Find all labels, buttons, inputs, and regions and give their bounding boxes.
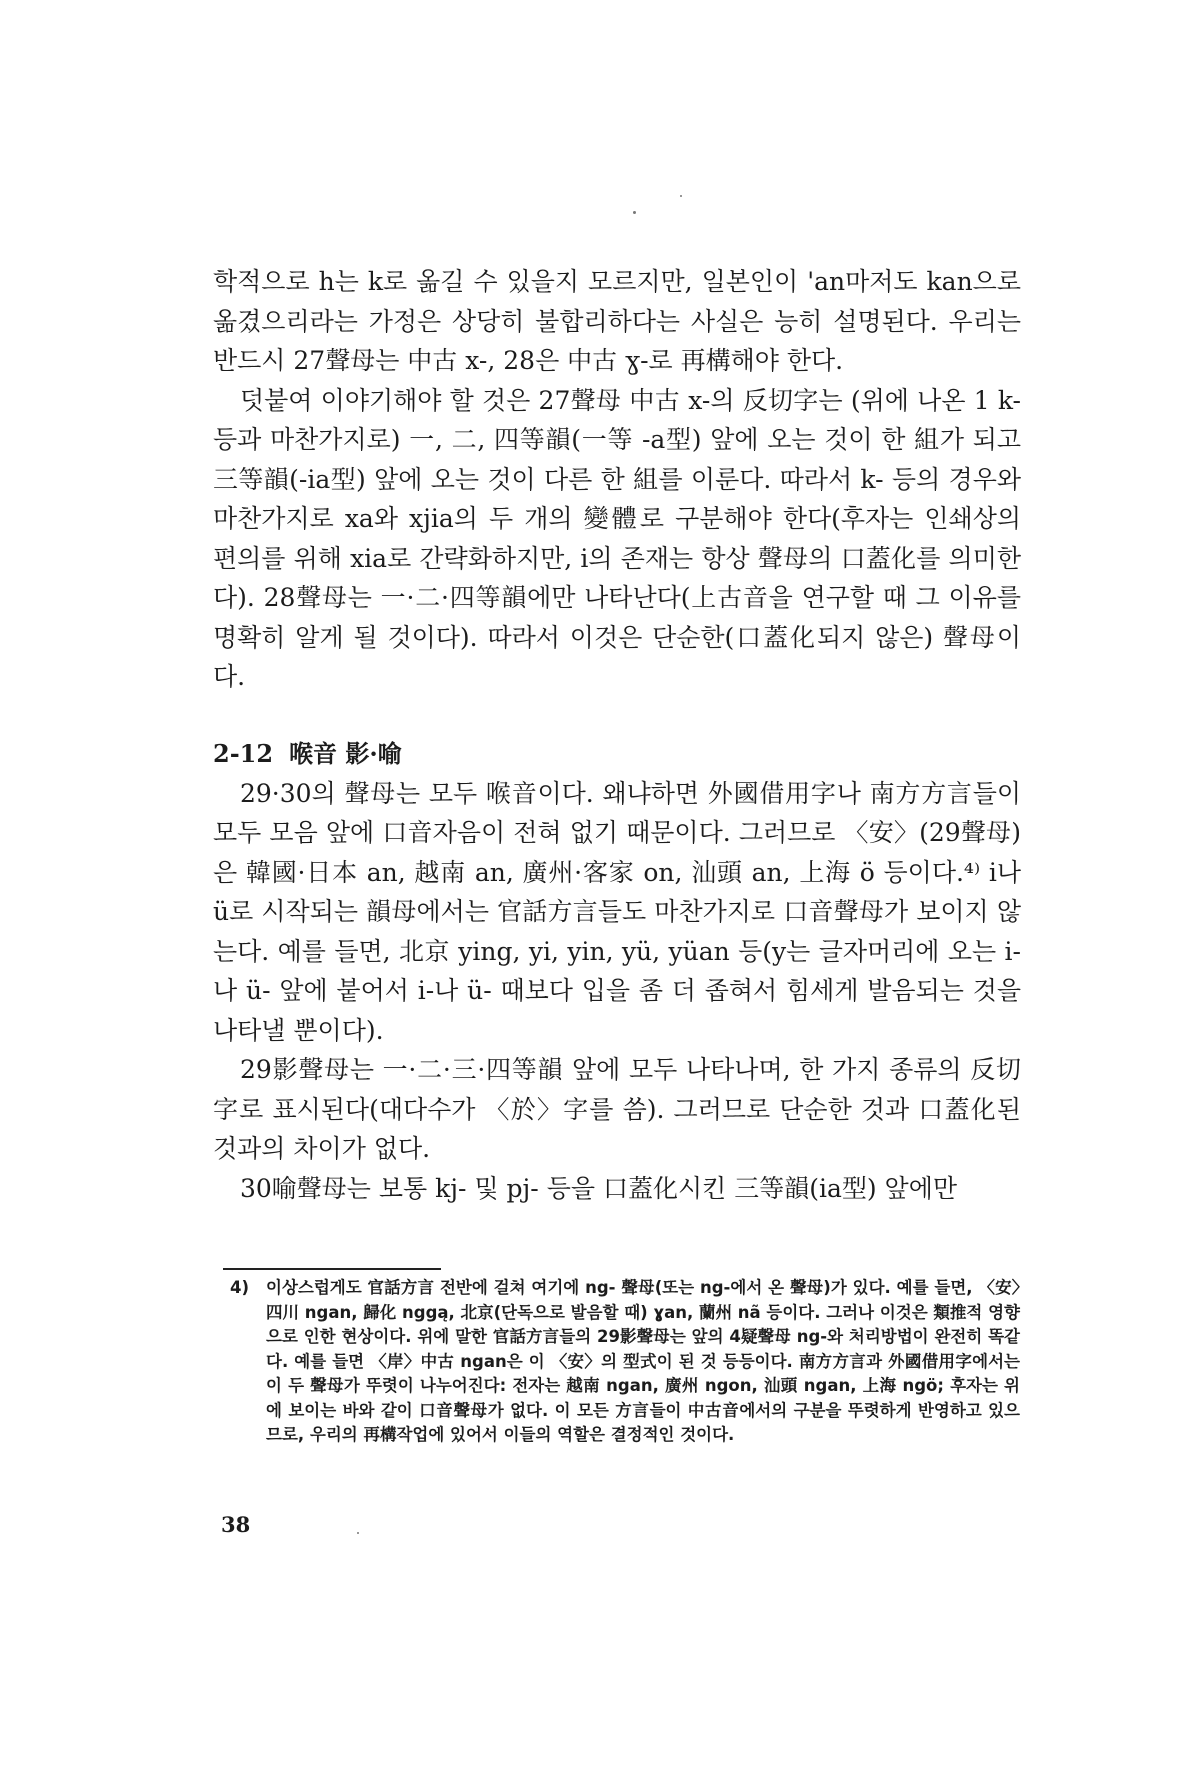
paragraph: 30喻聲母는 보통 kj- 및 pj- 등을 口蓋化시킨 三等韻(ia型) 앞에만	[240, 1173, 957, 1203]
footnote-marker: 4)	[230, 1278, 250, 1297]
footnote-divider	[223, 1268, 441, 1270]
section-title: 喉音 影·喻	[289, 738, 402, 768]
scan-speck	[680, 195, 682, 197]
scan-speck	[633, 211, 636, 214]
footnote	[230, 1276, 1020, 1448]
paragraph: 29·30의 聲母는 모두 喉音이다. 왜냐하면 外國借用字나 南方方言들이 모두 모음 앞에 口音자음이 전혀 없기 때문이다. 그러므로 〈安〉(29聲母)은 韓國·日本 an, 越南 an, 廣州·客家 on, 汕頭 an, 上海 ö 등이다.⁴⁾ i나 ü로 시작되는 韻母에서는 官話方言들도 마찬가지로 口音聲母가 보이지 않는다. 예를 들면, 北京 ying, yi, yin, yü, yüan 등(y는 글자머리에 오는 i-나 ü- 앞에 붙어서 i-나 ü- 때보다 입을 좀 더 좁혀서 힘세게 발음되는 것을 나타낼 뿐이다).	[213, 778, 1021, 1045]
section-number: 2-12	[213, 738, 274, 768]
section-heading	[213, 697, 1021, 774]
paragraph: 학적으로 h는 k로 옮길 수 있을지 모르지만, 일본인이 'an마저도 kan으로 옮겼으리라는 가정은 상당히 불합리하다는 사실은 능히 설명된다. 우리는 반드시 27聲母는 中古 x-, 28은 中古 ɣ-로 再構해야 한다.	[213, 267, 1021, 375]
footnote-text: 이상스럽게도 官話方言 전반에 걸쳐 여기에 ng- 聲母(또는 ng-에서 온 聲母)가 있다. 예를 들면, 〈安〉四川 ngan, 歸化 nggą, 北京(단독으로 발음할 때) ɣan, 蘭州 nã 등이다. 그러나 이것은 類推적 영향으로 인한 현상이다. 위에 말한 官話方言들의 29影聲母는 앞의 4疑聲母 ng-와 처리방법이 완전히 똑같다. 예를 들면 〈岸〉中古 ngan은 이 〈安〉의 型式이 된 것 등등이다. 南方方言과 外國借用字에서는 이 두 聲母가 뚜렷이 나누어진다: 전자는 越南 ngan, 廣州 ngon, 汕頭 ngan, 上海 ngö; 후자는 위에 보이는 바와 같이 口音聲母가 없다. 이 모든 方言들이 中古音에서의 구분을 뚜렷하게 반영하고 있으므로, 우리의 再構작업에 있어서 이들의 역할은 결정적인 것이다.	[266, 1278, 1020, 1444]
scan-speck	[357, 1532, 359, 1534]
main-text	[213, 262, 1021, 1208]
paragraph: 덧붙여 이야기해야 할 것은 27聲母 中古 x-의 反切字는 (위에 나온 1 k- 등과 마찬가지로) 一, 二, 四等韻(一等 -a型) 앞에 오는 것이 한 組가 되고 三等韻(-ia型) 앞에 오는 것이 다른 한 組를 이룬다. 따라서 k- 등의 경우와 마찬가지로 xa와 xjia의 두 개의 變體로 구분해야 한다(후자는 인쇄상의 편의를 위해 xia로 간략화하지만, i의 존재는 항상 聲母의 口蓋化를 의미한다). 28聲母는 一·二·四等韻에만 나타난다(上古音을 연구할 때 그 이유를 명확히 알게 될 것이다). 따라서 이것은 단순한(口蓋化되지 않은) 聲母이다.	[213, 385, 1021, 691]
paragraph: 29影聲母는 一·二·三·四等韻 앞에 모두 나타나며, 한 가지 종류의 反切字로 표시된다(대다수가 〈於〉字를 씀). 그러므로 단순한 것과 口蓋化된 것과의 차이가 없다.	[213, 1055, 1021, 1163]
page-number: 38	[221, 1512, 251, 1537]
